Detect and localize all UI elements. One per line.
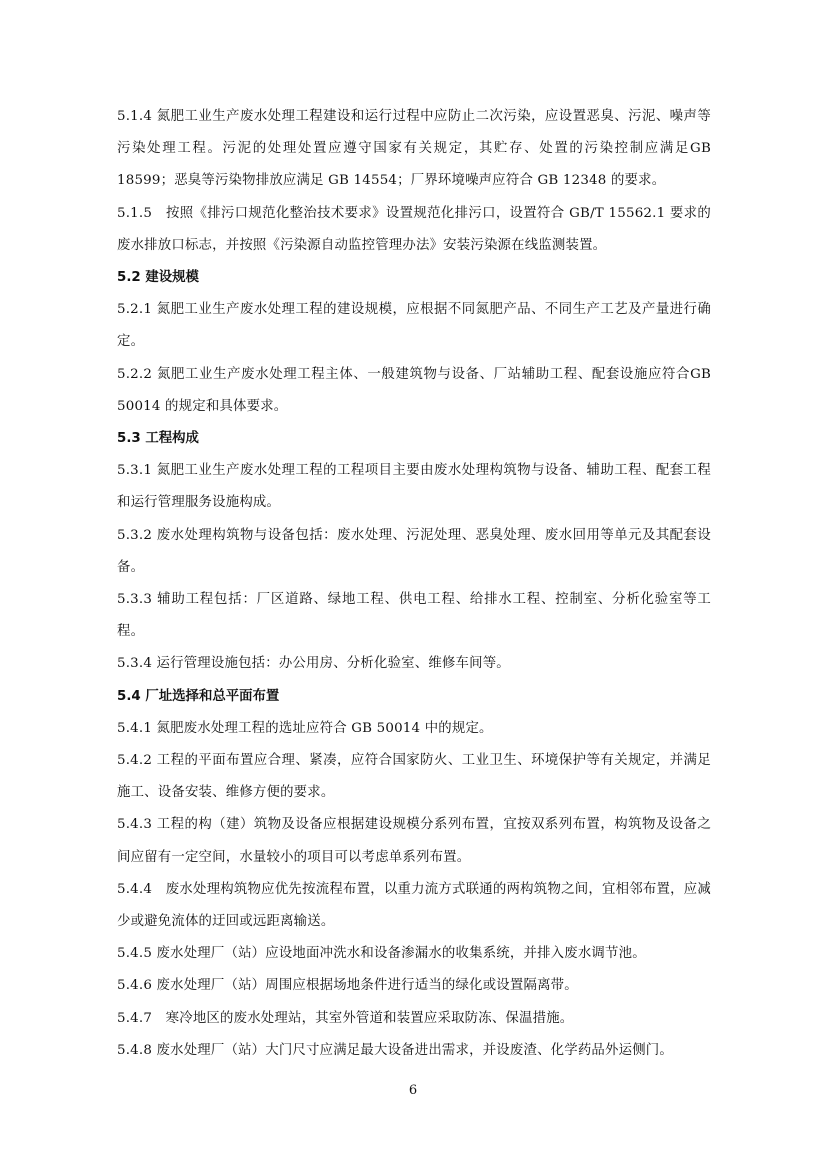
clause-5-3-1: 5.3.1 氮肥工业生产废水处理工程的工程项目主要由废水处理构筑物与设备、辅助工程、配套工程和运行管理服务设施构成。 [117, 463, 711, 511]
page-number: 6 [408, 1083, 418, 1098]
clause-5-4-3: 5.4.3 工程的构（建）筑物及设备应根据建设规模分系列布置，宜按双系列布置，构筑物及设备之间应留有一定空间，水量较小的项目可以考虑单系列布置。 [117, 817, 711, 865]
section-5-2-heading: 5.2 建设规模 [117, 270, 199, 286]
section-5-3-heading: 5.3 工程构成 [117, 431, 199, 447]
clause-5-4-2: 5.4.2 工程的平面布置应合理、紧凑，应符合国家防火、工业卫生、环境保护等有关规定，并满足施工、设备安装、维修方便的要求。 [117, 753, 711, 801]
clause-5-4-8: 5.4.8 废水处理厂（站）大门尺寸应满足最大设备进出需求，并设废渣、化学药品外运侧门。 [117, 1042, 673, 1058]
clause-5-4-5: 5.4.5 废水处理厂（站）应设地面冲洗水和设备渗漏水的收集系统，并排入废水调节池。 [117, 946, 646, 962]
clause-5-4-7: 5.4.7 寒冷地区的废水处理站，其室外管道和装置应采取防冻、保温措施。 [117, 1010, 574, 1026]
clause-5-2-1: 5.2.1 氮肥工业生产废水处理工程的建设规模，应根据不同氮肥产品、不同生产工艺及产量进行确定。 [117, 302, 711, 350]
clause-5-1-5: 5.1.5 按照《排污口规范化整治技术要求》设置规范化排污口，设置符合 GB/T 15562.1 要求的废水排放口标志，并按照《污染源自动监控管理办法》安装污染源在线监测装置。 [117, 205, 711, 253]
clause-5-4-6: 5.4.6 废水处理厂（站）周围应根据场地条件进行适当的绿化或设置隔离带。 [117, 978, 578, 994]
clause-5-2-2: 5.2.2 氮肥工业生产废水处理工程主体、一般建筑物与设备、厂站辅助工程、配套设施应符合GB 50014 的规定和具体要求。 [117, 366, 711, 414]
clause-5-1-4: 5.1.4 氮肥工业生产废水处理工程建设和运行过程中应防止二次污染，应设置恶臭、污泥、噪声等污染处理工程。污泥的处理处置应遵守国家有关规定，其贮存、处置的污染控制应满足GB 18599；恶臭等污染物排放应满足 GB 14554；厂界环境噪声应符合 GB 12348 的要求。 [117, 109, 711, 189]
clause-5-3-2: 5.3.2 废水处理构筑物与设备包括：废水处理、污泥处理、恶臭处理、废水回用等单元及其配套设备。 [117, 527, 711, 575]
section-5-4-heading: 5.4 厂址选择和总平面布置 [117, 688, 280, 704]
document-body [117, 101, 711, 1067]
clause-5-3-3: 5.3.3 辅助工程包括：厂区道路、绿地工程、供电工程、给排水工程、控制室、分析化验室等工程。 [117, 592, 711, 640]
clause-5-3-4: 5.3.4 运行管理设施包括：办公用房、分析化验室、维修车间等。 [117, 656, 510, 672]
clause-5-4-1: 5.4.1 氮肥废水处理工程的选址应符合 GB 50014 中的规定。 [117, 720, 493, 736]
clause-5-4-4: 5.4.4 废水处理构筑物应优先按流程布置，以重力流方式联通的两构筑物之间，宜相邻布置，应减少或避免流体的迂回或远距离输送。 [117, 881, 711, 930]
